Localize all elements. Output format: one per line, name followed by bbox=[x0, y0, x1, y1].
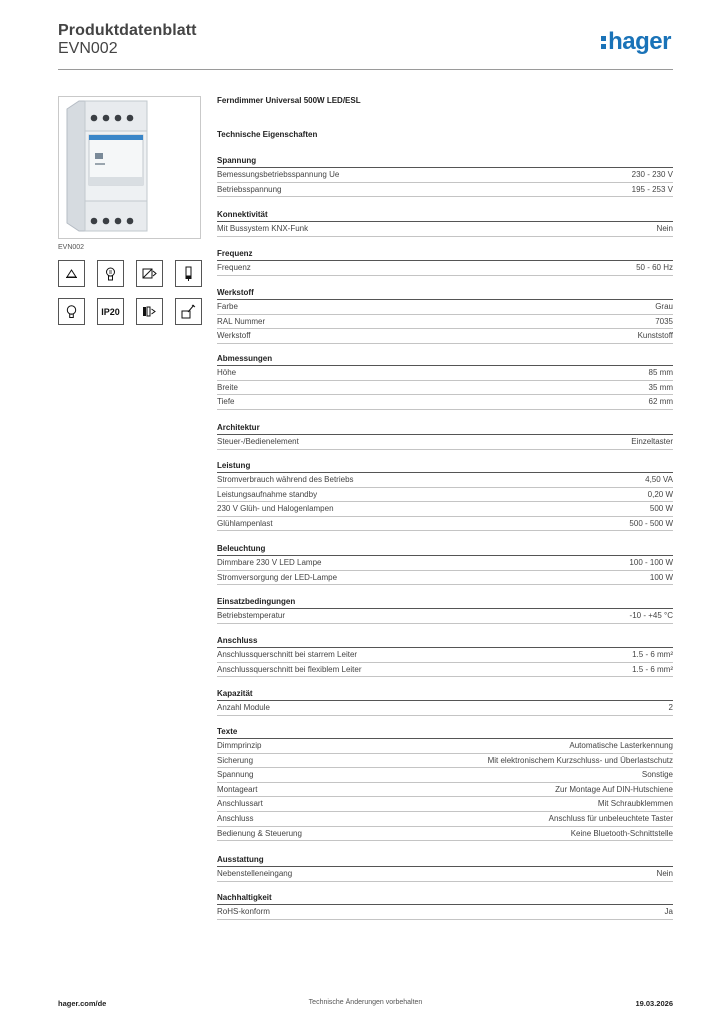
spec-section-title: Einsatzbedingungen bbox=[217, 595, 673, 609]
spec-row bbox=[217, 395, 673, 410]
spec-row bbox=[217, 783, 673, 798]
spec-label: Montageart bbox=[217, 784, 258, 794]
spec-section bbox=[217, 595, 673, 624]
page-header bbox=[58, 22, 673, 70]
spec-label: 230 V Glüh- und Halogenlampen bbox=[217, 504, 334, 514]
spec-value: Zur Montage Auf DIN-Hutschiene bbox=[555, 784, 673, 794]
spec-label: Betriebsspannung bbox=[217, 184, 282, 194]
spec-label: Anschlussquerschnitt bei starrem Leiter bbox=[217, 650, 358, 659]
spec-row bbox=[217, 739, 673, 754]
spec-label: Stromversorgung der LED-Lampe bbox=[217, 572, 338, 582]
spec-value: 500 - 500 W bbox=[629, 518, 673, 528]
spec-row bbox=[217, 366, 673, 381]
spec-section-title: Frequenz bbox=[217, 247, 673, 261]
spec-row bbox=[217, 768, 673, 783]
spec-label: Betriebstemperatur bbox=[217, 611, 286, 620]
spec-section-title: Beleuchtung bbox=[217, 542, 673, 556]
product-name: Ferndimmer Universal 500W LED/ESL bbox=[217, 96, 361, 105]
spec-value: 2 bbox=[668, 703, 673, 712]
electronic-transformer-icon bbox=[136, 298, 163, 325]
spec-row bbox=[217, 648, 673, 663]
spec-value: 4,50 VA bbox=[645, 475, 673, 484]
spec-value: 50 - 60 Hz bbox=[636, 263, 673, 272]
spec-label: Dimmprinzip bbox=[217, 741, 262, 750]
technical-properties-heading: Technische Eigenschaften bbox=[217, 130, 318, 139]
spec-section bbox=[217, 208, 673, 237]
spec-label: Anschlussquerschnitt bei flexiblem Leiter bbox=[217, 664, 362, 674]
spec-value: 100 W bbox=[649, 572, 673, 582]
spec-section bbox=[217, 542, 673, 585]
spec-section-title: Werkstoff bbox=[217, 286, 673, 300]
spec-value: 100 - 100 W bbox=[629, 558, 673, 567]
spec-row bbox=[217, 183, 673, 198]
logo-text: hager bbox=[608, 28, 671, 55]
spec-value: Mit elektronischem Kurzschluss- und Überlastschutz bbox=[487, 755, 673, 765]
spec-section-title: Nachhaltigkeit bbox=[217, 891, 673, 905]
spec-value: 0,20 W bbox=[647, 489, 673, 499]
spec-row bbox=[217, 797, 673, 812]
hager-logo bbox=[601, 28, 671, 56]
spec-row bbox=[217, 517, 673, 532]
spec-section-title: Konnektivität bbox=[217, 208, 673, 222]
spec-value: 195 - 253 V bbox=[631, 184, 673, 194]
spec-label: Nebenstelleneingang bbox=[217, 869, 293, 878]
spec-value: Mit Schraubklemmen bbox=[597, 799, 673, 809]
spec-row bbox=[217, 473, 673, 488]
spec-label: Dimmbare 230 V LED Lampe bbox=[217, 558, 322, 567]
spec-row bbox=[217, 329, 673, 344]
spec-value: 7035 bbox=[655, 316, 673, 326]
spec-value: Grau bbox=[655, 302, 673, 311]
spec-label: Tiefe bbox=[217, 397, 235, 407]
spec-row bbox=[217, 827, 673, 842]
page-title: Produktdatenblatt bbox=[58, 22, 197, 39]
tool-icon bbox=[175, 298, 202, 325]
spec-row bbox=[217, 812, 673, 827]
spec-row bbox=[217, 300, 673, 315]
spec-label: Leistungsaufnahme standby bbox=[217, 489, 318, 499]
spec-value: 35 mm bbox=[648, 382, 673, 392]
ballast-icon bbox=[136, 260, 163, 287]
spec-value: -10 - +45 °C bbox=[629, 611, 673, 620]
lamp-triangle-icon bbox=[58, 260, 85, 287]
spec-row bbox=[217, 488, 673, 503]
spec-row bbox=[217, 435, 673, 450]
footer-website: hager.com/de bbox=[58, 999, 107, 1008]
bulb-icon bbox=[58, 298, 85, 325]
spec-row bbox=[217, 222, 673, 237]
dimmer-device-illustration bbox=[59, 97, 200, 238]
spec-row bbox=[217, 905, 673, 920]
footer-date: 19.03.2026 bbox=[635, 999, 673, 1008]
footer-note: Technische Änderungen vorbehalten bbox=[308, 999, 423, 1006]
spec-section bbox=[217, 725, 673, 841]
spec-value: Anschluss für unbeleuchtete Taster bbox=[548, 813, 673, 823]
spec-section-title: Spannung bbox=[217, 154, 673, 168]
spec-section bbox=[217, 634, 673, 677]
spec-label: Steuer-/Bedienelement bbox=[217, 437, 299, 446]
spec-row bbox=[217, 556, 673, 571]
spec-value: 1.5 - 6 mm² bbox=[632, 650, 673, 659]
spec-row bbox=[217, 609, 673, 624]
spec-label: Glühlampenlast bbox=[217, 518, 273, 528]
spec-row bbox=[217, 261, 673, 276]
spec-label: Mit Bussystem KNX-Funk bbox=[217, 224, 309, 233]
spec-label: Frequenz bbox=[217, 263, 251, 272]
spec-label: Spannung bbox=[217, 770, 254, 780]
spec-section-title: Leistung bbox=[217, 459, 673, 473]
page-footer bbox=[58, 993, 673, 1013]
spec-value: Ja bbox=[664, 907, 673, 916]
spec-section-title: Texte bbox=[217, 725, 673, 739]
spec-row bbox=[217, 571, 673, 586]
spec-section bbox=[217, 154, 673, 197]
spec-row bbox=[217, 867, 673, 882]
spec-row bbox=[217, 754, 673, 769]
spec-label: Breite bbox=[217, 382, 238, 392]
product-code: EVN002 bbox=[58, 40, 118, 57]
spec-section-title: Abmessungen bbox=[217, 352, 673, 366]
spec-section bbox=[217, 352, 673, 410]
spec-value: Einzeltaster bbox=[631, 437, 673, 446]
spec-label: RAL Nummer bbox=[217, 316, 266, 326]
spec-section bbox=[217, 421, 673, 450]
spec-value: Kunststoff bbox=[637, 331, 673, 341]
led-tube-icon bbox=[175, 260, 202, 287]
spec-label: Sicherung bbox=[217, 755, 254, 765]
spec-row bbox=[217, 663, 673, 678]
spec-label: Bemessungsbetriebsspannung Ue bbox=[217, 170, 340, 179]
product-image-caption: EVN002 bbox=[58, 244, 85, 251]
spec-section-title: Ausstattung bbox=[217, 853, 673, 867]
spec-value: 1.5 - 6 mm² bbox=[632, 664, 673, 674]
spec-value: Keine Bluetooth-Schnittstelle bbox=[570, 828, 673, 838]
spec-label: Farbe bbox=[217, 302, 238, 311]
spec-row bbox=[217, 381, 673, 396]
spec-label: Höhe bbox=[217, 368, 237, 377]
spec-row bbox=[217, 168, 673, 183]
spec-value: 85 mm bbox=[648, 368, 673, 377]
spec-label: Stromverbrauch während des Betriebs bbox=[217, 475, 354, 484]
spec-section bbox=[217, 891, 673, 920]
spec-row bbox=[217, 315, 673, 330]
spec-label: Anzahl Module bbox=[217, 703, 270, 712]
spec-row bbox=[217, 701, 673, 716]
logo-dots-icon bbox=[601, 33, 606, 51]
spec-section bbox=[217, 459, 673, 531]
product-image bbox=[58, 96, 201, 239]
spec-section bbox=[217, 247, 673, 276]
spec-value: Nein bbox=[656, 869, 673, 878]
spec-label: RoHS-konform bbox=[217, 907, 270, 916]
spec-section-title: Architektur bbox=[217, 421, 673, 435]
spec-label: Werkstoff bbox=[217, 331, 251, 341]
spec-label: Anschluss bbox=[217, 813, 254, 823]
spec-value: Automatische Lasterkennung bbox=[569, 741, 673, 750]
spec-label: Anschlussart bbox=[217, 799, 263, 809]
spec-value: 500 W bbox=[649, 504, 673, 514]
energy-lamp-icon bbox=[97, 260, 124, 287]
spec-section-title: Kapazität bbox=[217, 687, 673, 701]
spec-section bbox=[217, 687, 673, 716]
spec-value: 62 mm bbox=[648, 397, 673, 407]
spec-value: 230 - 230 V bbox=[631, 170, 673, 179]
spec-value: Sonstige bbox=[641, 770, 673, 780]
spec-row bbox=[217, 502, 673, 517]
spec-section-title: Anschluss bbox=[217, 634, 673, 648]
spec-section bbox=[217, 286, 673, 344]
spec-section bbox=[217, 853, 673, 882]
spec-value: Nein bbox=[656, 224, 673, 233]
spec-label: Bedienung & Steuerung bbox=[217, 828, 302, 838]
ip20-badge: IP20 bbox=[97, 298, 124, 325]
